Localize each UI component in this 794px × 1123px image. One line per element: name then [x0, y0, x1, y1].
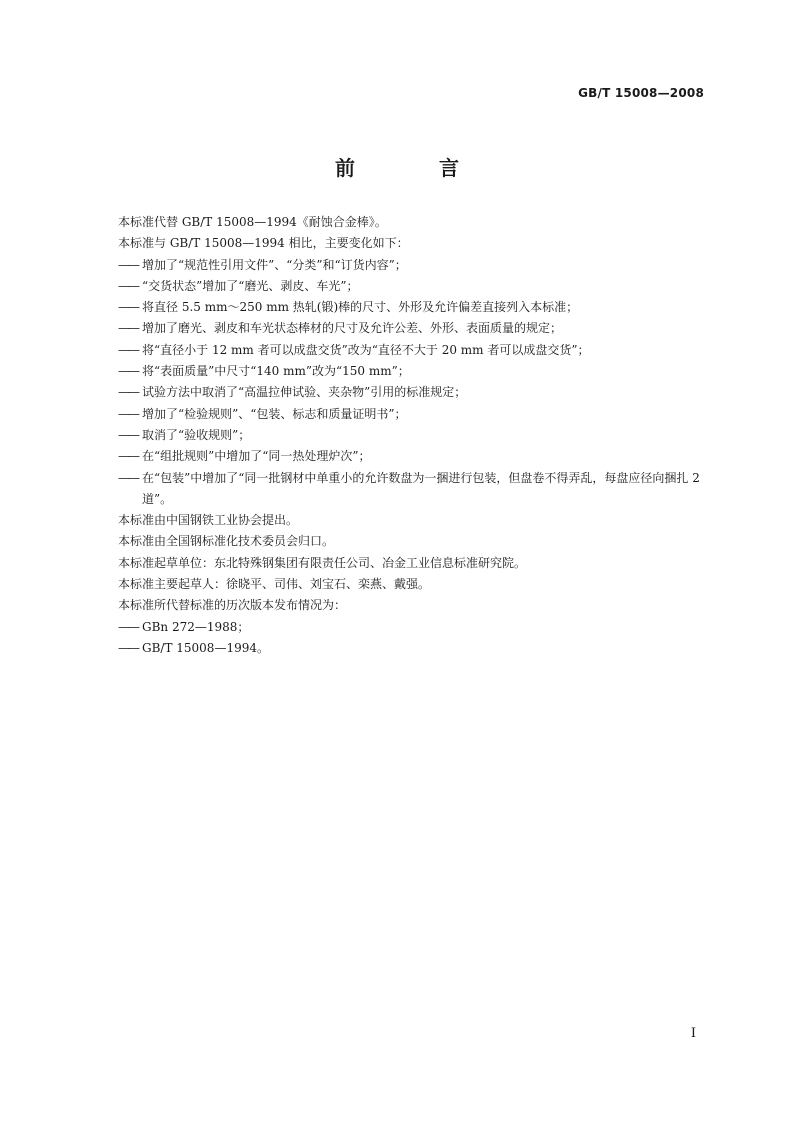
- paragraph: 本标准代替 GB/T 15008—1994《耐蚀合金棒》。: [118, 215, 387, 229]
- dash-marker: ——: [118, 449, 138, 464]
- dash-marker: ——: [118, 619, 138, 634]
- dash-marker: ——: [118, 406, 138, 421]
- list-item: [118, 446, 708, 467]
- paragraph: 本标准由全国钢标准化技术委员会归口。: [118, 534, 335, 549]
- dash-marker: ——: [118, 470, 138, 485]
- list-item-text: 增加了“规范性引用文件”、“分类”和“订货内容”；: [142, 257, 407, 272]
- list-item-text: 增加了磨光、剥皮和车光状态棒材的尺寸及允许公差、外形、表面质量的规定；: [142, 321, 563, 336]
- page-title: 前 言: [335, 156, 491, 180]
- page-number: I: [690, 1026, 696, 1041]
- list-item-text: 将直径 5.5 mm～250 mm 热轧(锻)棒的尺寸、外形及允许偏差直接列入本标准；: [142, 300, 579, 315]
- list-item: [118, 468, 708, 511]
- list-item: [118, 340, 708, 361]
- dash-marker: ——: [118, 321, 138, 336]
- list-item-text: 将“直径小于 12 mm 者可以成盘交货”改为“直径不大于 20 mm 者可以成盘交货”；: [142, 342, 590, 357]
- dash-marker: ——: [118, 300, 138, 315]
- paragraph: 本标准与 GB/T 15008—1994 相比，主要变化如下：: [118, 236, 409, 251]
- history-item: [118, 617, 708, 638]
- list-item-text: 增加了“检验规则”、“包装、标志和质量证明书”；: [142, 406, 407, 421]
- list-item-text: “交货状态”增加了“磨光、剥皮、车光”；: [142, 278, 359, 293]
- history-item-text: GB/T 15008—1994。: [142, 640, 269, 655]
- dash-marker: ——: [118, 342, 138, 357]
- paragraph: 本标准起草单位：东北特殊钢集团有限责任公司、冶金工业信息标准研究院。: [118, 555, 527, 570]
- history-item-text: GBn 272—1988；: [142, 619, 250, 634]
- list-item-text: 将“表面质量”中尺寸“140 mm”改为“150 mm”；: [142, 364, 410, 379]
- history-item: [118, 638, 708, 659]
- list-item-text: 在“组批规则”中增加了“同一热处理炉次”；: [142, 449, 371, 464]
- document-body: [118, 212, 708, 659]
- dash-marker: ——: [118, 427, 138, 442]
- standard-code: GB/T 15008—2008: [578, 86, 704, 100]
- list-item: [118, 318, 708, 339]
- paragraph: 本标准所代替标准的历次版本发布情况为：: [118, 598, 347, 613]
- list-item: [118, 276, 708, 297]
- list-item: [118, 404, 708, 425]
- dash-marker: ——: [118, 278, 138, 293]
- list-item: [118, 382, 708, 403]
- list-item-text: 取消了“验收规则”；: [142, 427, 251, 442]
- list-item: [118, 425, 708, 446]
- dash-marker: ——: [118, 640, 138, 655]
- dash-marker: ——: [118, 257, 138, 272]
- list-item: [118, 297, 708, 318]
- dash-marker: ——: [118, 364, 138, 379]
- list-item-text: 在“包装”中增加了“同一批钢材中单重小的允许数盘为一捆进行包装，但盘卷不得弄乱，每盘应径向捆扎 2 道”。: [142, 470, 700, 506]
- list-item: [118, 361, 708, 382]
- list-item: [118, 255, 708, 276]
- paragraph: 本标准主要起草人：徐晓平、司伟、刘宝石、栾燕、戴强。: [118, 577, 431, 592]
- paragraph: 本标准由中国钢铁工业协会提出。: [118, 513, 299, 528]
- list-item-text: 试验方法中取消了“高温拉伸试验、夹杂物”引用的标准规定；: [142, 385, 467, 400]
- dash-marker: ——: [118, 385, 138, 400]
